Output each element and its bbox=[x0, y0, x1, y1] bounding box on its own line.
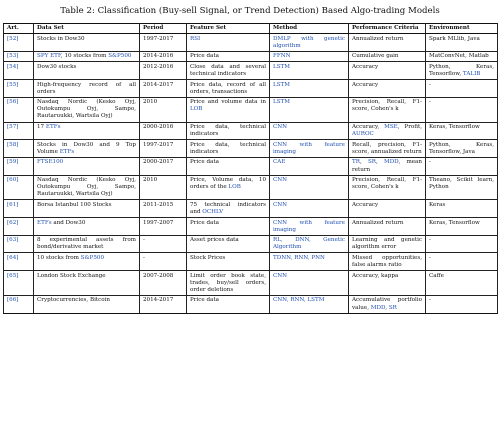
criteria-cell: Accuracy, kappa bbox=[349, 271, 426, 296]
table-row bbox=[4, 97, 498, 122]
table-row bbox=[4, 157, 498, 175]
algo-trading-table bbox=[3, 23, 498, 314]
dataset-cell: Nasdaq Nordic (Kesko Oyj, Outokumpu Oyj, Sampo, Rautaruukki, Wartsila Oyj) bbox=[34, 97, 140, 122]
ref-link[interactable]: [66] bbox=[4, 295, 34, 313]
dataset-cell: Stocks in Dow30 and 9 Top Volume ETFs bbox=[34, 140, 140, 158]
period-cell: 1997-2017 bbox=[140, 34, 187, 52]
criteria-cell: Precision, Recall, F1-score, Cohen's k bbox=[349, 175, 426, 200]
dataset-cell: ETFs and Dow30 bbox=[34, 218, 140, 236]
dataset-cell: Cryptocurrencies, Bitcoin bbox=[34, 295, 140, 313]
period-cell: 1997-2007 bbox=[140, 218, 187, 236]
method-cell: RL, DNN, Genetic Algorithm bbox=[270, 235, 349, 253]
table-row bbox=[4, 175, 498, 200]
ref-link[interactable]: [59] bbox=[4, 157, 34, 175]
ref-link[interactable]: [52] bbox=[4, 34, 34, 52]
features-cell: Close data and several technical indicators bbox=[187, 62, 270, 80]
table-row bbox=[4, 295, 498, 313]
criteria-cell: Cumulative gain bbox=[349, 51, 426, 62]
method-cell: CNN, RNN, LSTM bbox=[270, 295, 349, 313]
table-row bbox=[4, 235, 498, 253]
method-cell: CNN with feature imaging bbox=[270, 218, 349, 236]
environment-cell: Keras bbox=[426, 200, 498, 218]
table-row bbox=[4, 122, 498, 140]
features-cell: Asset prices data bbox=[187, 235, 270, 253]
ref-link[interactable]: [60] bbox=[4, 175, 34, 200]
method-cell: LSTM bbox=[270, 62, 349, 80]
col-header-dataset: Data Set bbox=[34, 24, 140, 34]
method-cell: TDNN, RNN, PNN bbox=[270, 253, 349, 271]
features-cell: Price, Volume data, 10 orders of the LOB bbox=[187, 175, 270, 200]
environment-cell: Caffe bbox=[426, 271, 498, 296]
method-cell: CNN bbox=[270, 175, 349, 200]
period-cell: 2014-2017 bbox=[140, 295, 187, 313]
environment-cell: Keras, Tensorflow bbox=[426, 122, 498, 140]
period-cell: 2014-2016 bbox=[140, 51, 187, 62]
features-cell: Stock Prices bbox=[187, 253, 270, 271]
table-caption: Table 2: Classification (Buy-sell Signal, or Trend Detection) Based Algo-trading Models bbox=[60, 6, 440, 16]
period-cell: 2007-2008 bbox=[140, 271, 187, 296]
period-cell: 2014-2017 bbox=[140, 80, 187, 98]
period-cell: - bbox=[140, 253, 187, 271]
criteria-cell: Missed opportunities, false alarms ratio bbox=[349, 253, 426, 271]
criteria-cell: Recall, precision, F1-score, annualized return bbox=[349, 140, 426, 158]
criteria-cell: Accuracy bbox=[349, 200, 426, 218]
period-cell: 2011-2015 bbox=[140, 200, 187, 218]
environment-cell: - bbox=[426, 80, 498, 98]
features-cell: Price data, technical indicators bbox=[187, 122, 270, 140]
ref-link[interactable]: [65] bbox=[4, 271, 34, 296]
dataset-cell: SPY ETF, 10 stocks from S&P500 bbox=[34, 51, 140, 62]
criteria-cell: Accumulative portfolio value, MDD, SR bbox=[349, 295, 426, 313]
dataset-cell: Borsa Istanbul 100 Stocks bbox=[34, 200, 140, 218]
method-cell: LSTM bbox=[270, 97, 349, 122]
table-row bbox=[4, 253, 498, 271]
table-row bbox=[4, 140, 498, 158]
period-cell: 2012-2016 bbox=[140, 62, 187, 80]
criteria-cell: Annualized return bbox=[349, 218, 426, 236]
dataset-cell: 8 experimental assets from bond/derivative market bbox=[34, 235, 140, 253]
environment-cell: MatConvNet, Matlab bbox=[426, 51, 498, 62]
method-cell: CNN with feature imaging bbox=[270, 140, 349, 158]
table-row bbox=[4, 218, 498, 236]
features-cell: Price data bbox=[187, 157, 270, 175]
features-cell: Price and volume data in LOB bbox=[187, 97, 270, 122]
ref-link[interactable]: [57] bbox=[4, 122, 34, 140]
ref-link[interactable]: [53] bbox=[4, 51, 34, 62]
features-cell: Price data, technical indicators bbox=[187, 140, 270, 158]
ref-link[interactable]: [58] bbox=[4, 140, 34, 158]
features-cell: Price data bbox=[187, 218, 270, 236]
environment-cell: Spark MLlib, Java bbox=[426, 34, 498, 52]
criteria-cell: Accuracy bbox=[349, 62, 426, 80]
ref-link[interactable]: [63] bbox=[4, 235, 34, 253]
dataset-cell: 10 stocks from S&P500 bbox=[34, 253, 140, 271]
criteria-cell: Precision, Recall, F1-score, Cohen's k bbox=[349, 97, 426, 122]
features-cell: Price data bbox=[187, 51, 270, 62]
method-cell: DMLP with genetic algorithm bbox=[270, 34, 349, 52]
features-cell: Limit order book state, trades, buy/sell orders, order deletions bbox=[187, 271, 270, 296]
criteria-cell: Learning and genetic algorithm error bbox=[349, 235, 426, 253]
ref-link[interactable]: [64] bbox=[4, 253, 34, 271]
environment-cell: Theano, Scikit learn, Python bbox=[426, 175, 498, 200]
col-header-features: Feature Set bbox=[187, 24, 270, 34]
table-row bbox=[4, 51, 498, 62]
ref-link[interactable]: [55] bbox=[4, 80, 34, 98]
ref-link[interactable]: [54] bbox=[4, 62, 34, 80]
method-cell: LSTM bbox=[270, 80, 349, 98]
criteria-cell: Annualized return bbox=[349, 34, 426, 52]
environment-cell: - bbox=[426, 253, 498, 271]
environment-cell: - bbox=[426, 295, 498, 313]
method-cell: CAE bbox=[270, 157, 349, 175]
environment-cell: Keras, Tensorflow bbox=[426, 218, 498, 236]
environment-cell: Python, Keras, Tensorflow, TALIB bbox=[426, 62, 498, 80]
period-cell: 2000-2017 bbox=[140, 157, 187, 175]
table-row bbox=[4, 62, 498, 80]
method-cell: CNN bbox=[270, 122, 349, 140]
table-row bbox=[4, 80, 498, 98]
table-row bbox=[4, 271, 498, 296]
col-header-period: Period bbox=[140, 24, 187, 34]
ref-link[interactable]: [56] bbox=[4, 97, 34, 122]
features-cell: RSI bbox=[187, 34, 270, 52]
features-cell: Price data, record of all orders, transactions bbox=[187, 80, 270, 98]
criteria-cell: TR, SR, MDD, mean return bbox=[349, 157, 426, 175]
ref-link[interactable]: [61] bbox=[4, 200, 34, 218]
header-row bbox=[4, 24, 498, 34]
method-cell: CNN bbox=[270, 271, 349, 296]
col-header-method: Method bbox=[270, 24, 349, 34]
dataset-cell: Nasdaq Nordic (Kesko Oyj, Outokumpu Oyj, Sampo, Rautaruukki, Wartsila Oyj) bbox=[34, 175, 140, 200]
environment-cell: - bbox=[426, 235, 498, 253]
table-row bbox=[4, 200, 498, 218]
criteria-cell: Accuracy, MSE, Profit, AUROC bbox=[349, 122, 426, 140]
method-cell: CNN bbox=[270, 200, 349, 218]
method-cell: FFNN bbox=[270, 51, 349, 62]
period-cell: - bbox=[140, 235, 187, 253]
environment-cell: - bbox=[426, 157, 498, 175]
dataset-cell: High-frequency record of all orders bbox=[34, 80, 140, 98]
col-header-criteria: Performance Criteria bbox=[349, 24, 426, 34]
features-cell: Price data bbox=[187, 295, 270, 313]
period-cell: 2010 bbox=[140, 97, 187, 122]
criteria-cell: Accuracy bbox=[349, 80, 426, 98]
period-cell: 1997-2017 bbox=[140, 140, 187, 158]
table-row bbox=[4, 34, 498, 52]
dataset-cell: London Stock Exchange bbox=[34, 271, 140, 296]
ref-link[interactable]: [62] bbox=[4, 218, 34, 236]
dataset-cell: FTSE100 bbox=[34, 157, 140, 175]
col-header-art: Art. bbox=[4, 24, 34, 34]
period-cell: 2000-2016 bbox=[140, 122, 187, 140]
features-cell: 75 technical indicators and OCHLV bbox=[187, 200, 270, 218]
dataset-cell: Stocks in Dow30 bbox=[34, 34, 140, 52]
dataset-cell: 17 ETFs bbox=[34, 122, 140, 140]
environment-cell: Python, Keras, Tensorflow, Java bbox=[426, 140, 498, 158]
environment-cell: - bbox=[426, 97, 498, 122]
dataset-cell: Dow30 stocks bbox=[34, 62, 140, 80]
col-header-environment: Environment bbox=[426, 24, 498, 34]
period-cell: 2010 bbox=[140, 175, 187, 200]
